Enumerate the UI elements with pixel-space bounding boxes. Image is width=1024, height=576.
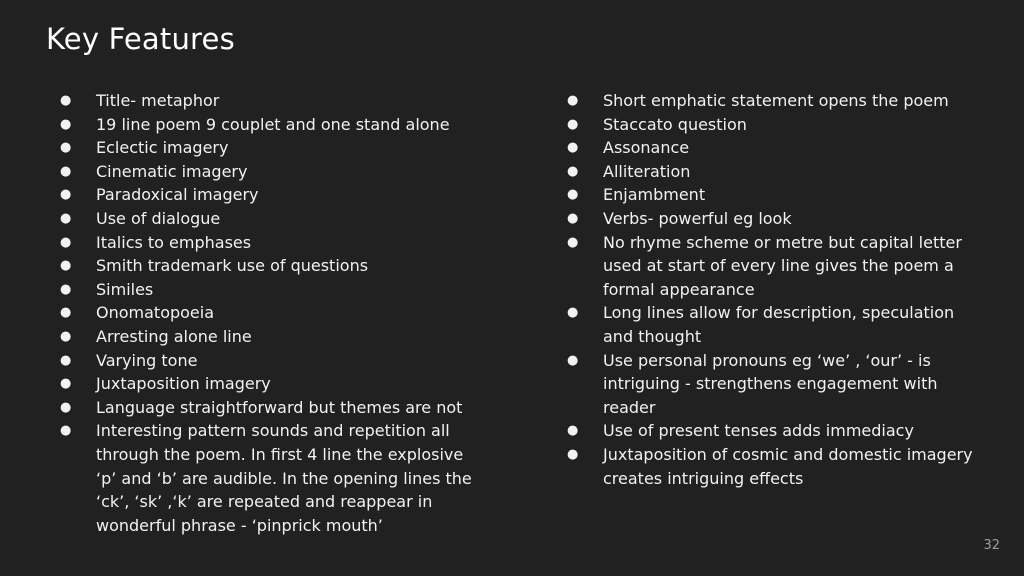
list-item-text: Title- metaphor — [96, 91, 220, 110]
list-item — [60, 278, 480, 302]
bullet-icon: ● — [60, 352, 72, 368]
list-item — [567, 349, 979, 420]
list-item-text: Juxtaposition of cosmic and domestic imagery creates intriguing effects — [603, 444, 973, 488]
list-item-text: Use of dialogue — [96, 208, 221, 228]
list-item-text: Varying tone — [96, 350, 198, 370]
bullet-icon: ● — [60, 305, 72, 321]
list-item — [60, 207, 480, 231]
list-item-text: Paradoxical imagery — [96, 185, 259, 205]
list-item-text: Onomatopoeia — [96, 303, 215, 323]
list-item-text: Use personal pronouns eg ‘we’ , ‘our’ - is intriguing - strengthens engagement with reader — [603, 350, 938, 417]
list-item-text: Staccato question — [603, 114, 747, 134]
bullet-icon: ● — [60, 399, 72, 415]
list-item — [60, 349, 480, 373]
list-item-text: Juxtaposition imagery — [96, 374, 271, 394]
bullet-icon: ● — [567, 163, 579, 179]
list-item — [567, 419, 979, 443]
bullet-icon: ● — [60, 210, 72, 226]
bullet-icon: ● — [60, 423, 72, 439]
bullet-icon: ● — [567, 446, 579, 462]
list-item-text: Alliteration — [603, 161, 691, 181]
bullet-icon: ● — [567, 305, 579, 321]
list-item — [60, 301, 480, 325]
list-item — [60, 113, 480, 137]
bullet-icon: ● — [567, 210, 579, 226]
bullet-icon: ● — [567, 234, 579, 250]
list-item-text: Enjambment — [603, 185, 706, 205]
right-feature-list — [567, 89, 979, 490]
list-item-text: Interesting pattern sounds and repetition all through the poem. In first 4 line the explosive ‘p’ and ‘b’ are audible. In the opening lines the ‘ck’, ‘sk’ ,‘k’ are repeated and reappear in wonderful phrase - ‘pinprick mouth’ — [96, 421, 472, 535]
bullet-icon: ● — [567, 93, 579, 108]
bullet-icon: ● — [60, 234, 72, 250]
list-item-text: Use of present tenses adds immediacy — [603, 421, 914, 441]
list-item — [60, 396, 480, 420]
list-item — [60, 419, 480, 537]
list-item — [567, 443, 979, 490]
list-item — [567, 183, 979, 207]
list-item — [567, 89, 979, 113]
list-item — [567, 301, 979, 348]
list-item-text: No rhyme scheme or metre but capital letter used at start of every line gives the poem a formal appearance — [603, 232, 962, 299]
list-item-text: Cinematic imagery — [96, 161, 248, 181]
bullet-icon: ● — [60, 258, 72, 274]
page-number: 32 — [983, 538, 1000, 553]
slide-title: Key Features — [46, 22, 235, 56]
bullet-icon: ● — [60, 116, 72, 132]
list-item-text: Similes — [96, 279, 154, 299]
list-item — [60, 183, 480, 207]
list-item-text: Italics to emphases — [96, 232, 252, 252]
list-item-text: Long lines allow for description, speculation and thought — [603, 303, 955, 346]
list-item — [567, 113, 979, 137]
list-item — [567, 231, 979, 302]
bullet-icon: ● — [60, 163, 72, 179]
bullet-icon: ● — [60, 93, 72, 108]
list-item-text: Assonance — [603, 138, 690, 158]
list-item — [60, 231, 480, 255]
list-item-text: Verbs- powerful eg look — [603, 208, 792, 228]
list-item — [60, 136, 480, 160]
list-item-text: Short emphatic statement opens the poem — [603, 91, 949, 110]
bullet-icon: ● — [60, 328, 72, 344]
list-item-text: Smith trademark use of questions — [96, 256, 369, 276]
list-item — [567, 207, 979, 231]
bullet-icon: ● — [567, 423, 579, 439]
list-item-text: 19 line poem 9 couplet and one stand alone — [96, 114, 450, 134]
list-item — [60, 160, 480, 184]
bullet-icon: ● — [567, 352, 579, 368]
bullet-icon: ● — [60, 187, 72, 203]
list-item — [60, 254, 480, 278]
bullet-icon: ● — [567, 116, 579, 132]
bullet-icon: ● — [60, 376, 72, 392]
list-item — [567, 160, 979, 184]
bullet-icon: ● — [567, 187, 579, 203]
bullet-icon: ● — [567, 140, 579, 156]
bullet-icon: ● — [60, 140, 72, 156]
list-item-text: Language straightforward but themes are not — [96, 397, 463, 417]
list-item — [567, 136, 979, 160]
list-item-text: Eclectic imagery — [96, 138, 229, 158]
bullet-icon: ● — [60, 281, 72, 297]
list-item — [60, 372, 480, 396]
list-item — [60, 89, 480, 113]
left-feature-list — [60, 89, 480, 537]
list-item-text: Arresting alone line — [96, 326, 252, 346]
list-item — [60, 325, 480, 349]
